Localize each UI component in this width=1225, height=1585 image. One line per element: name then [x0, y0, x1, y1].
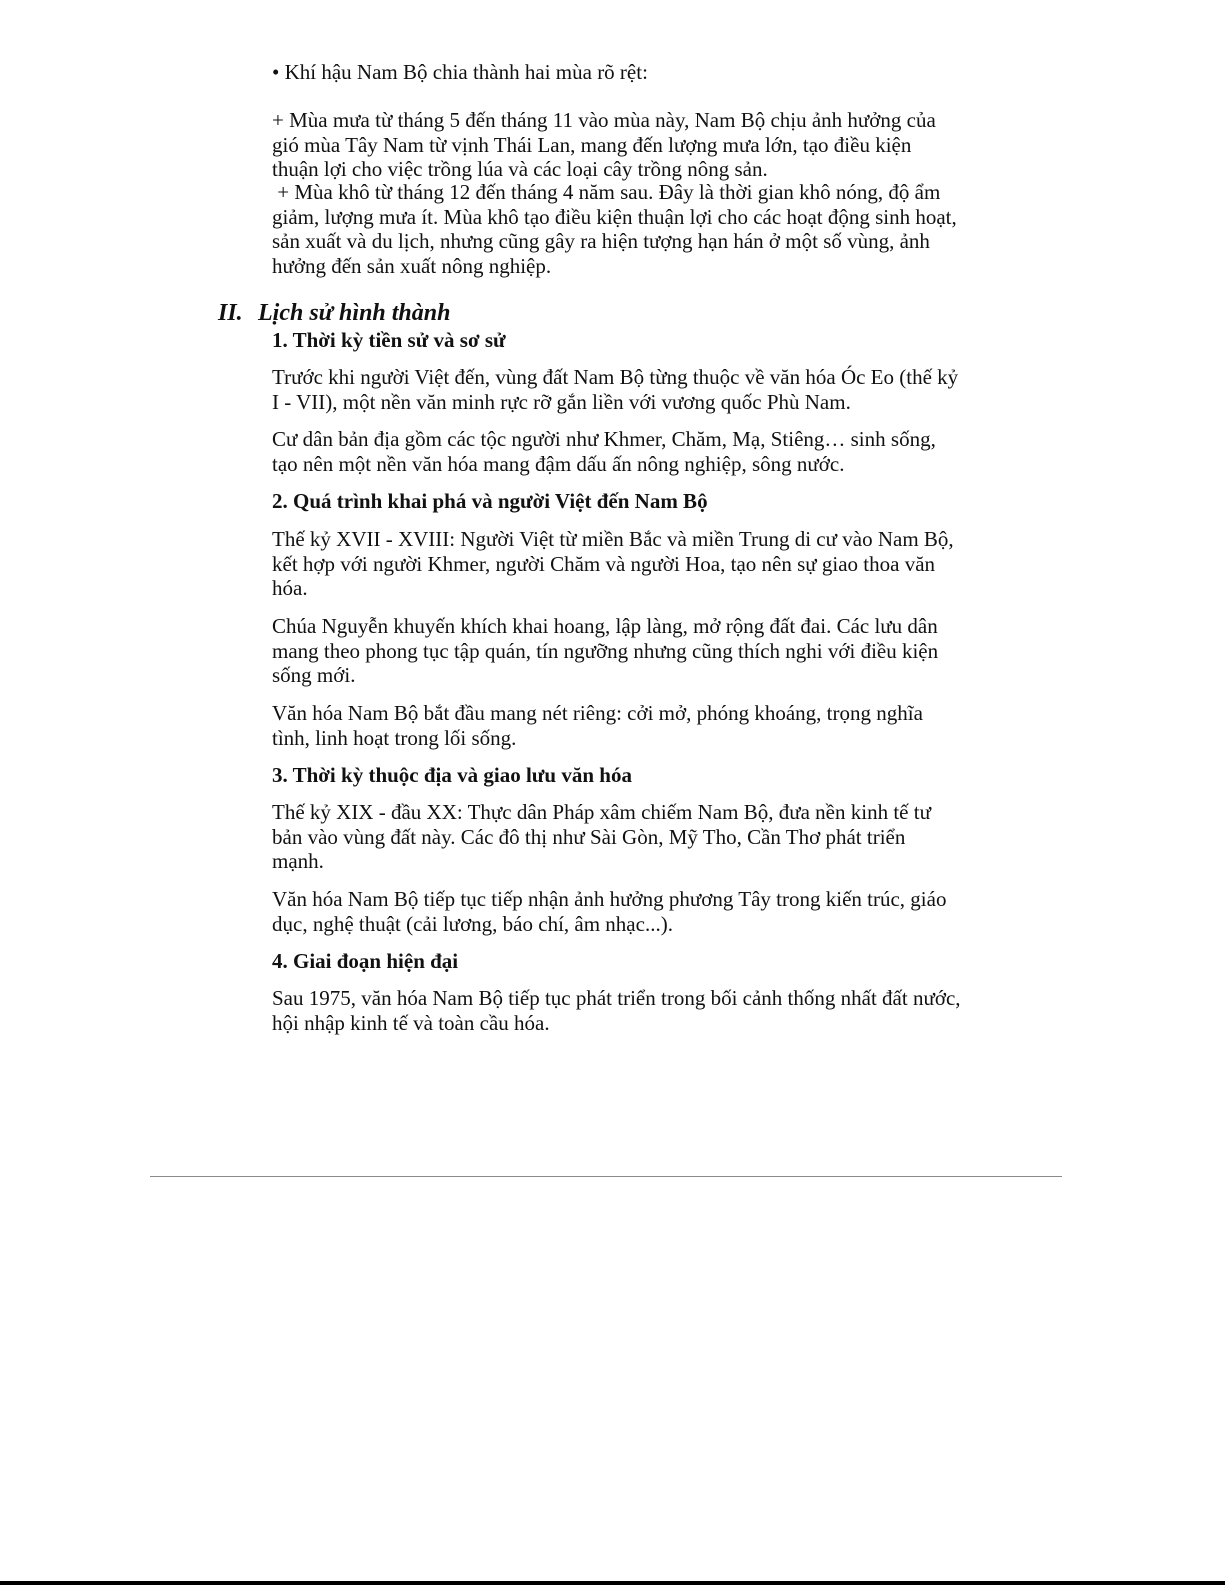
page-divider [150, 1176, 1062, 1177]
subheading-4: 4. Giai đoạn hiện đại [272, 949, 459, 973]
paragraph-3-1: Thế kỷ XIX - đầu XX: Thực dân Pháp xâm chiếm Nam Bộ, đưa nền kinh tế tư bản vào vùng đất này. Các đô thị như Sài Gòn, Mỹ Tho, Cần Thơ phát triển mạnh. [272, 800, 931, 873]
section-heading [218, 300, 450, 327]
rainy-season-paragraph: + Mùa mưa từ tháng 5 đến tháng 11 vào mùa này, Nam Bộ chịu ảnh hưởng của gió mùa Tây Nam từ vịnh Thái Lan, mang đến lượng mưa lớn, tạo điều kiện thuận lợi cho việc trồng lúa và các loại cây trồng nông sản. [272, 108, 936, 181]
paragraph-2-3: Văn hóa Nam Bộ bắt đầu mang nét riêng: cởi mở, phóng khoáng, trọng nghĩa tình, linh hoạt trong lối sống. [272, 701, 923, 750]
section-number: II. [218, 300, 243, 326]
paragraph-3-2: Văn hóa Nam Bộ tiếp tục tiếp nhận ảnh hưởng phương Tây trong kiến trúc, giáo dục, nghệ thuật (cải lương, báo chí, âm nhạc...). [272, 887, 947, 936]
paragraph-1-2: Cư dân bản địa gồm các tộc người như Khmer, Chăm, Mạ, Stiêng… sinh sống, tạo nên một nền văn hóa mang đậm dấu ấn nông nghiệp, sông nước. [272, 427, 936, 476]
paragraph-4-1: Sau 1975, văn hóa Nam Bộ tiếp tục phát triển trong bối cảnh thống nhất đất nước, hội nhập kinh tế và toàn cầu hóa. [272, 986, 961, 1035]
subheading-2: 2. Quá trình khai phá và người Việt đến Nam Bộ [272, 489, 708, 513]
page-bottom-edge [0, 1581, 1225, 1585]
dry-season-paragraph: + Mùa khô từ tháng 12 đến tháng 4 năm sau. Đây là thời gian khô nóng, độ ẩm giảm, lượng mưa ít. Mùa khô tạo điều kiện thuận lợi cho các hoạt động sinh hoạt, sản xuất và du lịch, nhưng cũng gây ra hiện tượng hạn hán ở một số vùng, ảnh hưởng đến sản xuất nông nghiệp. [272, 180, 963, 278]
paragraph-2-1: Thế kỷ XVII - XVIII: Người Việt từ miền Bắc và miền Trung di cư vào Nam Bộ, kết hợp với người Khmer, người Chăm và người Hoa, tạo nên sự giao thoa văn hóa. [272, 527, 954, 600]
section-title: Lịch sử hình thành [258, 300, 451, 326]
paragraph-2-2: Chúa Nguyễn khuyến khích khai hoang, lập làng, mở rộng đất đai. Các lưu dân mang theo phong tục tập quán, tín ngưỡng nhưng cũng thích nghi với điều kiện sống mới. [272, 614, 939, 687]
climate-bullet: • Khí hậu Nam Bộ chia thành hai mùa rõ rệt: [272, 60, 648, 84]
paragraph-1-1: Trước khi người Việt đến, vùng đất Nam Bộ từng thuộc về văn hóa Óc Eo (thế kỷ I - VII), một nền văn minh rực rỡ gắn liền với vương quốc Phù Nam. [272, 365, 959, 414]
subheading-1: 1. Thời kỳ tiền sử và sơ sử [272, 328, 506, 352]
subheading-3: 3. Thời kỳ thuộc địa và giao lưu văn hóa [272, 763, 632, 787]
